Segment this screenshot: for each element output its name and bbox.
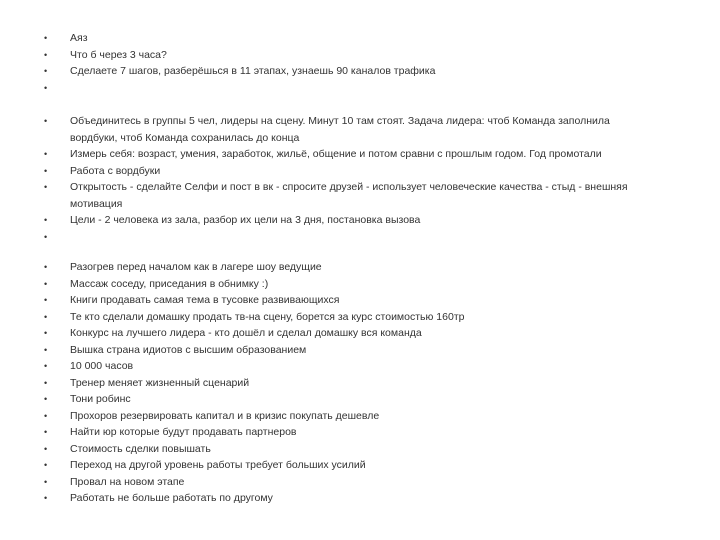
- bullet-item: • Сделаете 7 шагов, разберёшься в 11 этапах, узнаешь 90 каналов трафика: [0, 63, 650, 80]
- bullet-item: • Работа с вордбуки: [0, 163, 650, 180]
- bullet-item: • Провал на новом этапе: [0, 474, 650, 491]
- bullet-item: • Измерь себя: возраст, умения, заработок, жильё, общение и потом сравни с прошлым годом. Год промотали: [0, 146, 650, 163]
- bullet-item: • Открытость - сделайте Селфи и пост в вк - спросите друзей - использует человеческие качества - стыд - внешняя мотивация: [0, 179, 650, 212]
- bullet-item: • Найти юр которые будут продавать партнеров: [0, 424, 650, 441]
- bullet-item: • Что б через 3 часа?: [0, 47, 650, 64]
- bullet-group-notes: [0, 259, 720, 507]
- bullet-item: • Работать не больше работать по другому: [0, 490, 650, 507]
- bullet-item: • Объединитесь в группы 5 чел, лидеры на сцену. Минут 10 там стоят. Задача лидера: чтоб Команда заполнила вордбуки, чтоб Команда сохранилась до конца: [0, 113, 650, 146]
- bullet-item: • Прохоров резервировать капитал и в кризис покупать дешевле: [0, 408, 650, 425]
- bullet-item: • Массаж соседу, приседания в обнимку :): [0, 276, 650, 293]
- bullet-item: • Разогрев перед началом как в лагере шоу ведущие: [0, 259, 650, 276]
- bullet-item: • Конкурс на лучшего лидера - кто дошёл и сделал домашку вся команда: [0, 325, 650, 342]
- bullet-item: • Вышка страна идиотов с высшим образованием: [0, 342, 650, 359]
- bullet-item: • Тренер меняет жизненный сценарий: [0, 375, 650, 392]
- bullet-item: • Книги продавать самая тема в тусовке развивающихся: [0, 292, 650, 309]
- bullet-item: • 10 000 часов: [0, 358, 650, 375]
- bullet-group-intro: [0, 30, 720, 96]
- bullet-item: • Аяз: [0, 30, 650, 47]
- bullet-group-tasks: [0, 113, 720, 245]
- bullet-item: • Тони робинс: [0, 391, 650, 408]
- bullet-item: • Стоимость сделки повышать: [0, 441, 650, 458]
- bullet-item-empty: [0, 80, 650, 97]
- bullet-item: • Те кто сделали домашку продать тв-на сцену, борется за курс стоимостью 160тр: [0, 309, 650, 326]
- bullet-item: • Переход на другой уровень работы требует больших усилий: [0, 457, 650, 474]
- bullet-item: • Цели - 2 человека из зала, разбор их цели на 3 дня, постановка вызова: [0, 212, 650, 229]
- bullet-item-empty: [0, 229, 650, 246]
